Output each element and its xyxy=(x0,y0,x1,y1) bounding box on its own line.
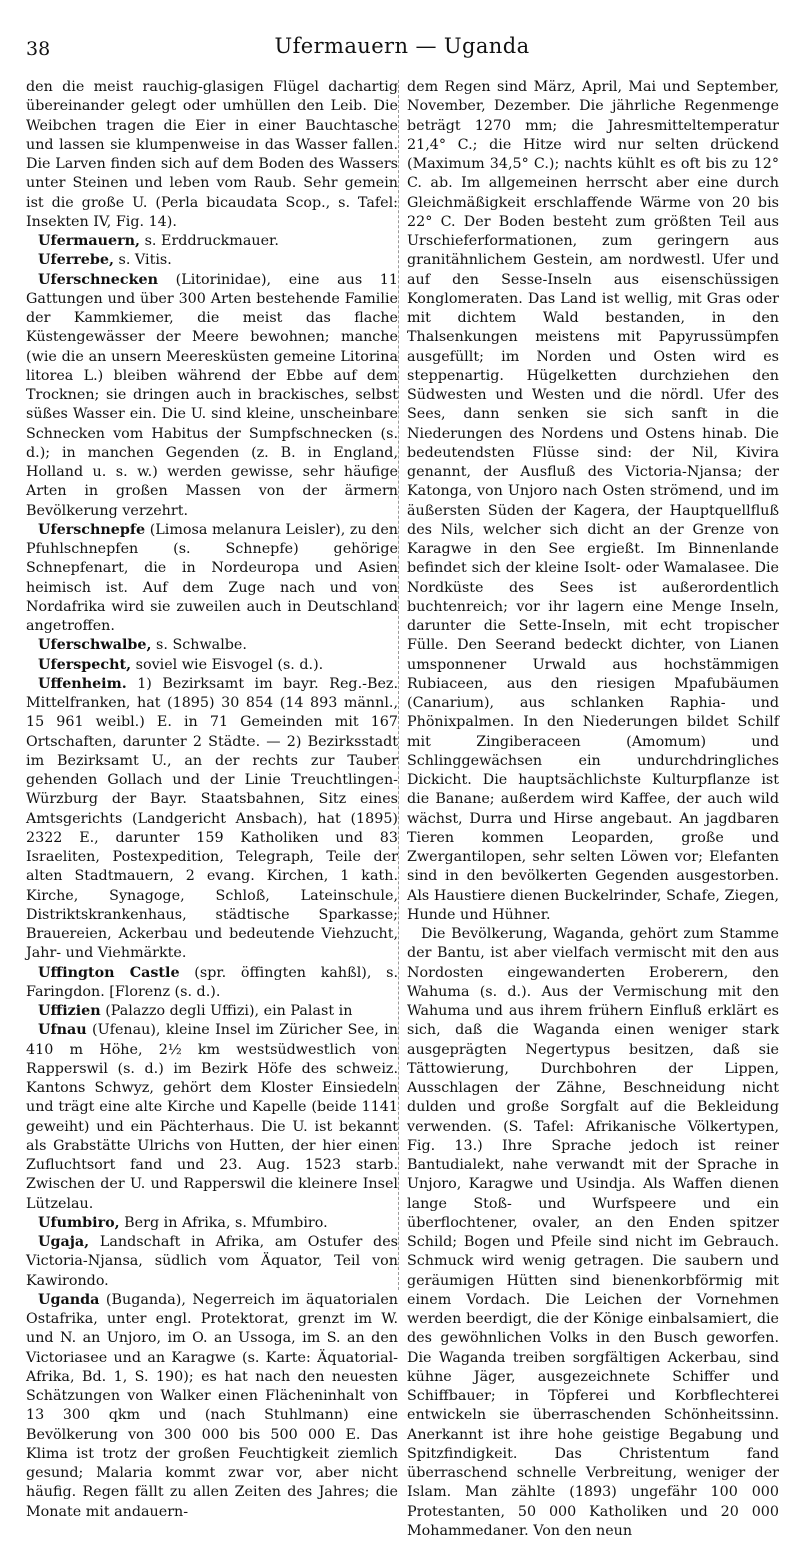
dictionary-entry xyxy=(26,964,398,1003)
dictionary-entry xyxy=(26,1233,398,1291)
entry-headword: Ugaja, xyxy=(38,1234,90,1250)
entry-headword: Ufnau xyxy=(38,1022,87,1039)
entry-text: s. Vitis. xyxy=(113,252,172,269)
left-column xyxy=(26,78,398,1522)
entry-text: (spr. öffingten kahßl), s. Faringdon. [Florenz (s. d.). xyxy=(26,964,398,1000)
entry-headword: Ufermauern, xyxy=(38,233,141,249)
entry-text: soviel wie Eisvogel (s. d.). xyxy=(131,656,324,673)
entry-headword: Uffington Castle xyxy=(38,964,180,981)
entry-headword: Uferschnepfe xyxy=(38,521,146,538)
entry-text: (Ufenau), kleine Insel im Züricher See, in 410 m Höhe, 2½ km westsüdwestlich von Rapperswil (s. d.) im Bezirk Höfe des schweiz. Kantons Schwyz, gehört dem Kloster Einsiedeln und trägt eine alte Kirche und Kapelle (beide 1141 geweiht) und ein Pächterhaus. Die U. ist bekannt als Grabstätte Ulrichs von Hutten, der hier einen Zufluchtsort fand und 23. Aug. 1523 starb. Zwischen der U. und Rapperswil die kleinere Insel Lützelau. xyxy=(26,1022,398,1212)
dictionary-entry xyxy=(26,1214,398,1233)
dictionary-entry xyxy=(26,675,398,964)
entry-headword: Uffenheim. xyxy=(38,675,127,692)
entry-text: s. Erddruckmauer. xyxy=(140,233,279,249)
entry-text: 1) Bezirksamt im bayr. Reg.-Bez. Mittelfranken, hat (1895) 30 854 (14 893 männl., 15 961 weibl.) E. in 71 Gemeinden mit 167 Ortschaften, darunter 2 Städte. — 2) Bezirksstadt im Bezirksamt U., an der rechts zur Tauber gehenden Gollach und der Linie Treuchtlingen-Würzburg der Bayr. Staatsbahnen, Sitz eines Amtsgerichts (Landgericht Ansbach), hat (1895) 2322 E., darunter 159 Katholiken und 83 Israeliten, Postexpedition, Telegraph, Teile der alten Stadtmauern, 2 evang. Kirchen, 1 kath. Kirche, Synagoge, Schloß, Lateinschule, Distriktskrankenhaus, städtische Sparkasse; Brauereien, Ackerbau und bedeutende Viehzucht, Jahr- und Viehmärkte. xyxy=(26,675,398,962)
entry-text: (Litorinidae), eine aus 11 Gattungen und über 300 Arten bestehende Familie der Kammkiemer, die meist das flache Küstengewässer der Meere bewohnen; manche (wie die an unsern Meeresküsten gemeine Litorina litorea L.) bleiben während der Ebbe auf dem Trocknen; sie dringen auch in brackisches, selbst süßes Wasser ein. Die U. sind kleine, unscheinbare Schnecken vom Habitus der Sumpfschnecken (s. d.); in manchen Gegenden (z. B. in England, Holland u. s. w.) werden gewisse, sehr häufige Arten in großen Massen von der ärmern Bevölkerung verzehrt. xyxy=(26,271,398,519)
entry-text: s. Schwalbe. xyxy=(151,637,247,654)
entry-text: Berg in Afrika, s. Mfumbiro. xyxy=(119,1214,328,1231)
entry-headword: Ufumbiro, xyxy=(38,1214,120,1231)
entry-text: Landschaft in Afrika, am Ostufer des Victoria-Njansa, südlich vom Äquator, Teil von Kawirondo. xyxy=(26,1234,398,1289)
dictionary-entry xyxy=(26,521,398,637)
dictionary-entry xyxy=(26,636,398,655)
entry-headword: Uferrebe, xyxy=(38,252,114,269)
page-number: 38 xyxy=(26,38,51,60)
paragraph: Die Bevölkerung, Waganda, gehört zum Stamme der Bantu, ist aber vielfach vermischt mit den aus Nordosten eingewanderten Eroberern, den Wahuma (s. d.). Aus der Vermischung mit den Wahuma und aus ihrem frühern Einfluß erklärt es sich, daß die Waganda einen weniger stark ausgeprägten Negertypus besitzen, daß sie Tättowierung, Durchbohren der Lippen, Ausschlagen der Zähne, Beschneidung nicht dulden und große Sorgfalt auf die Bekleidung verwenden. (S. Tafel: Afrikanische Völkertypen, Fig. 13.) Ihre Sprache jedoch ist reiner Bantudialekt, nahe verwandt mit der Sprache in Unjoro, Karagwe und Usindja. Als Waffen dienen lange Stoß- und Wurfspeere und ein überflochtener, ovaler, an den Enden spitzer Schild; Bogen und Pfeile sind nicht im Gebrauch. Schmuck wird wenig getragen. Die saubern und geräumigen Hütten sind bienenkorbförmig mit einem Vordach. Die Leichen der Vornehmen werden beerdigt, die der Könige einbalsamiert, die des gewöhnlichen Volks in den Busch geworfen. Die Waganda treiben sorgfältigen Ackerbau, sind kühne Jäger, ausgezeichnete Schiffer und Schiffbauer; in Töpferei und Korbflechterei entwickeln sie überraschenden Schönheitssinn. Anerkannt ist ihre hohe geistige Begabung und Spitzfindigkeit. Das Christentum fand überraschend schnelle Verbreitung, weniger der Islam. Man zählte (1893) ungefähr 100 000 Protestanten, 50 000 Katholiken und 20 000 Mohammedaner. Von den neun xyxy=(407,926,779,1539)
dictionary-entry xyxy=(26,656,398,675)
entry-headword: Uferschwalbe, xyxy=(38,637,152,654)
dictionary-entry xyxy=(26,1291,398,1522)
continued-text: den die meist rauchig-glasigen Flügel dachartig übereinander gelegt oder umhüllen den Leib. Die Weibchen tragen die Eier in einer Bauchtasche und lassen sie klumpenweise in das Wasser fallen. Die Larven finden sich auf dem Boden des Wassers unter Steinen und leben vom Raub. Sehr gemein ist die große U. (Perla bicaudata Scop., s. Tafel: Insekten IV, Fig. 14). xyxy=(26,79,398,230)
right-column xyxy=(407,78,779,1541)
entry-headword: Uferspecht, xyxy=(38,656,132,673)
page-header xyxy=(26,34,778,68)
column-divider xyxy=(398,80,399,1290)
dictionary-entry xyxy=(26,251,398,270)
continued-text: dem Regen sind März, April, Mai und September, November, Dezember. Die jährliche Regenmenge beträgt 1270 mm; die Jahresmitteltemperatur 21,4° C.; die Hitze wird nur selten drückend (Maximum 34,5° C.); nachts kühlt es oft bis zu 12° C. ab. Im allgemeinen herrscht aber eine durch Gleichmäßigkeit erschlaffende Wärme von 20 bis 22° C. Der Boden besteht zum größten Teil aus Urschieferformationen, zum geringern aus granitähnlichem Gestein, am nordwestl. Ufer und auf den Sesse-Inseln aus eisenschüssigen Konglomeraten. Das Land ist wellig, mit Gras oder mit dichtem Wald bestanden, in den Thalsenkungen meistens mit Papyrussümpfen ausgefüllt; im Norden und Osten wird es steppenartig. Hügelketten durchziehen den Südwesten und Westen und die nördl. Ufer des Sees, dann senken sie sich sanft in die Niederungen des Nordens und Ostens hinab. Die bedeutendsten Flüsse sind: der Nil, Kivira genannt, der Ausfluß des Victoria-Njansa; der Katonga, von Unjoro nach Osten strömend, und im äußersten Süden der Kagera, der Hauptquellfluß des Nils, welcher sich dicht an der Grenze von Karagwe in den See ergießt. Im Binnenlande befindet sich der kleine Isolt- oder Wamalasee. Die Nordküste des Sees ist außerordentlich buchtenreich; vor ihr lagern eine Menge Inseln, darunter die Sette-Inseln, mit echt tropischer Fülle. Den Seerand bedeckt dichter, von Lianen umsponnener Urwald aus hochstämmigen Rubiaceen, aus den riesigen Mpafubäumen (Canarium), aus schlanken Raphia- und Phönixpalmen. In den Niederungen bildet Schilf mit Zingiberaceen (Amomum) und Schlinggewächsen ein undurchdringliches Dickicht. Die hauptsächlichste Kulturpflanze ist die Banane; außerdem wird Kaffee, der auch wild wächst, Durra und Hirse angebaut. An jagdbaren Tieren kommen Leoparden, große und Zwergantilopen, sehr selten Löwen vor; Elefanten sind in den bevölkerten Gegenden ausgestorben. Als Haustiere dienen Buckelrinder, Schafe, Ziegen, Hunde und Hühner. xyxy=(407,79,779,923)
entry-headword: Uganda xyxy=(38,1291,100,1308)
dictionary-entry xyxy=(26,232,398,251)
dictionary-entry xyxy=(26,1021,398,1214)
entry-text: (Buganda), Negerreich im äquatorialen Ostafrika, unter engl. Protektorat, grenzt im W. und N. an Unjoro, im O. an Ussoga, im S. an den Victoriasee und an Karagwe (s. Karte: Äquatorial-Afrika, Bd. 1, S. 190); es hat nach den neuesten Schätzungen von Walker einen Flächeninhalt von 13 300 qkm und (nach Stuhlmann) eine Bevölkerung von 300 000 bis 500 000 E. Das Klima ist trotz der großen Feuchtigkeit ziemlich gesund; Malaria kommt zwar vor, aber nicht häufig. Regen fällt zu allen Zeiten des Jahres; die Monate mit andauern- xyxy=(26,1291,398,1520)
dictionary-entry xyxy=(26,1002,398,1021)
entry-headword: Uferschnecken xyxy=(38,271,158,288)
running-title: Ufermauern — Uganda xyxy=(274,34,530,58)
entry-headword: Uffizien xyxy=(38,1003,101,1019)
entry-text: (Palazzo degli Uffizi), ein Palast in xyxy=(100,1003,353,1019)
entry-text: (Limosa melanura Leisler), zu den Pfuhlschnepfen (s. Schnepfe) gehörige Schnepfenart, die in Nordeuropa und Asien heimisch ist. Auf dem Zuge nach und von Nordafrika wird sie zuweilen auch in Deutschland angetroffen. xyxy=(26,521,398,634)
dictionary-entry xyxy=(26,271,398,521)
